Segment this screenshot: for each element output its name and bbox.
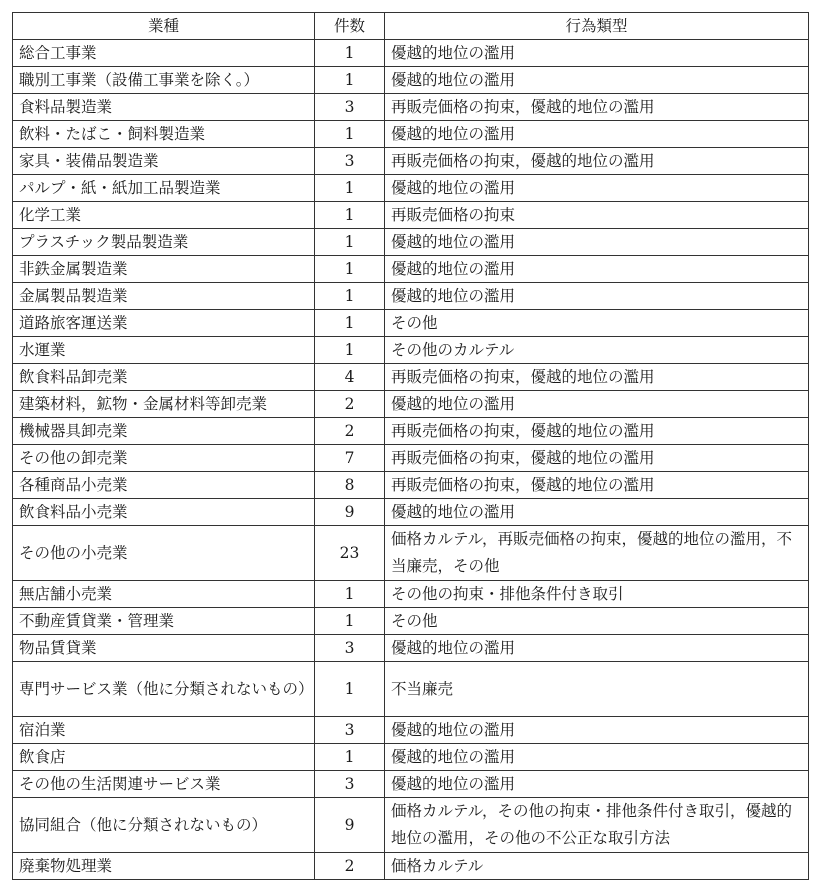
cell-violation-type: 優越的地位の濫用 — [385, 175, 809, 202]
cell-count: 1 — [315, 67, 385, 94]
table-row — [13, 499, 809, 526]
cell-violation-type: 優越的地位の濫用 — [385, 40, 809, 67]
cell-industry: その他の小売業 — [13, 526, 315, 581]
table-row — [13, 40, 809, 67]
cell-count: 4 — [315, 364, 385, 391]
table-row — [13, 175, 809, 202]
cell-violation-type: 再販売価格の拘束，優越的地位の濫用 — [385, 472, 809, 499]
cell-industry: 化学工業 — [13, 202, 315, 229]
cell-violation-type: 優越的地位の濫用 — [385, 771, 809, 798]
cell-violation-type: 価格カルテル — [385, 853, 809, 880]
cell-count: 2 — [315, 853, 385, 880]
cell-industry: 飲食料品卸売業 — [13, 364, 315, 391]
cell-industry: 建築材料，鉱物・金属材料等卸売業 — [13, 391, 315, 418]
cell-violation-type: 価格カルテル，再販売価格の拘束，優越的地位の濫用，不当廉売，その他 — [385, 526, 809, 581]
cell-industry: 協同組合（他に分類されないもの） — [13, 798, 315, 853]
cell-count: 3 — [315, 94, 385, 121]
header-industry: 業種 — [13, 13, 315, 40]
table-row — [13, 445, 809, 472]
cell-count: 1 — [315, 256, 385, 283]
cell-industry: 道路旅客運送業 — [13, 310, 315, 337]
cell-violation-type: 不当廉売 — [385, 662, 809, 717]
cell-count: 2 — [315, 418, 385, 445]
header-violation-type: 行為類型 — [385, 13, 809, 40]
cell-industry: 飲食料品小売業 — [13, 499, 315, 526]
cell-count: 9 — [315, 798, 385, 853]
cell-industry: 飲料・たばこ・飼料製造業 — [13, 121, 315, 148]
cell-industry: 職別工事業（設備工事業を除く。） — [13, 67, 315, 94]
cell-violation-type: 優越的地位の濫用 — [385, 499, 809, 526]
table-row — [13, 798, 809, 853]
table-row — [13, 148, 809, 175]
cell-violation-type: 再販売価格の拘束，優越的地位の濫用 — [385, 148, 809, 175]
table-row — [13, 391, 809, 418]
cell-industry: 不動産賃貸業・管理業 — [13, 608, 315, 635]
cell-count: 1 — [315, 581, 385, 608]
cell-count: 3 — [315, 635, 385, 662]
cell-industry: 無店舗小売業 — [13, 581, 315, 608]
table-row — [13, 310, 809, 337]
cell-violation-type: 再販売価格の拘束，優越的地位の濫用 — [385, 364, 809, 391]
cell-violation-type: 優越的地位の濫用 — [385, 256, 809, 283]
table-row — [13, 364, 809, 391]
cell-violation-type: 優越的地位の濫用 — [385, 744, 809, 771]
table-row — [13, 662, 809, 717]
cell-violation-type: 優越的地位の濫用 — [385, 717, 809, 744]
cell-industry: 食料品製造業 — [13, 94, 315, 121]
cell-industry: その他の生活関連サービス業 — [13, 771, 315, 798]
cell-violation-type: 優越的地位の濫用 — [385, 121, 809, 148]
cell-violation-type: 優越的地位の濫用 — [385, 67, 809, 94]
table-row — [13, 771, 809, 798]
cell-industry: 専門サービス業（他に分類されないもの） — [13, 662, 315, 717]
table-row — [13, 67, 809, 94]
table-row — [13, 526, 809, 581]
cell-count: 1 — [315, 40, 385, 67]
cell-count: 1 — [315, 175, 385, 202]
cell-violation-type: 優越的地位の濫用 — [385, 229, 809, 256]
cell-count: 1 — [315, 202, 385, 229]
cell-violation-type: 再販売価格の拘束，優越的地位の濫用 — [385, 418, 809, 445]
cell-count: 1 — [315, 229, 385, 256]
cell-count: 1 — [315, 337, 385, 364]
cell-violation-type: その他 — [385, 608, 809, 635]
cell-count: 1 — [315, 744, 385, 771]
cell-count: 1 — [315, 310, 385, 337]
table-row — [13, 853, 809, 880]
cell-industry: 各種商品小売業 — [13, 472, 315, 499]
cell-industry: 宿泊業 — [13, 717, 315, 744]
cell-count: 2 — [315, 391, 385, 418]
cell-industry: 廃棄物処理業 — [13, 853, 315, 880]
cell-count: 1 — [315, 608, 385, 635]
table-row — [13, 418, 809, 445]
cell-count: 3 — [315, 148, 385, 175]
cell-count: 8 — [315, 472, 385, 499]
cell-violation-type: 再販売価格の拘束，優越的地位の濫用 — [385, 445, 809, 472]
cell-violation-type: 再販売価格の拘束 — [385, 202, 809, 229]
cell-violation-type: その他のカルテル — [385, 337, 809, 364]
cell-violation-type: 優越的地位の濫用 — [385, 283, 809, 310]
header-row — [13, 13, 809, 40]
table-row — [13, 229, 809, 256]
table-row — [13, 472, 809, 499]
cell-industry: 金属製品製造業 — [13, 283, 315, 310]
cell-industry: 家具・装備品製造業 — [13, 148, 315, 175]
table-row — [13, 717, 809, 744]
cell-industry: プラスチック製品製造業 — [13, 229, 315, 256]
table-row — [13, 608, 809, 635]
cell-count: 7 — [315, 445, 385, 472]
table-row — [13, 337, 809, 364]
cell-violation-type: 再販売価格の拘束，優越的地位の濫用 — [385, 94, 809, 121]
cell-violation-type: 優越的地位の濫用 — [385, 391, 809, 418]
table-row — [13, 635, 809, 662]
cell-industry: 物品賃貸業 — [13, 635, 315, 662]
cell-count: 1 — [315, 283, 385, 310]
cell-industry: パルプ・紙・紙加工品製造業 — [13, 175, 315, 202]
table-row — [13, 202, 809, 229]
table-row — [13, 744, 809, 771]
cell-industry: 非鉄金属製造業 — [13, 256, 315, 283]
cell-violation-type: その他 — [385, 310, 809, 337]
header-count: 件数 — [315, 13, 385, 40]
cell-industry: 飲食店 — [13, 744, 315, 771]
cell-count: 1 — [315, 662, 385, 717]
table-row — [13, 283, 809, 310]
cell-violation-type: 価格カルテル，その他の拘束・排他条件付き取引，優越的地位の濫用，その他の不公正な取引方法 — [385, 798, 809, 853]
cell-count: 3 — [315, 771, 385, 798]
table-row — [13, 256, 809, 283]
cell-industry: 水運業 — [13, 337, 315, 364]
cell-industry: 機械器具卸売業 — [13, 418, 315, 445]
cell-count: 3 — [315, 717, 385, 744]
table-row — [13, 94, 809, 121]
cell-violation-type: 優越的地位の濫用 — [385, 635, 809, 662]
cell-count: 1 — [315, 121, 385, 148]
table-row — [13, 581, 809, 608]
industry-violation-table — [12, 12, 809, 880]
table-row — [13, 121, 809, 148]
cell-count: 23 — [315, 526, 385, 581]
cell-industry: その他の卸売業 — [13, 445, 315, 472]
cell-industry: 総合工事業 — [13, 40, 315, 67]
cell-count: 9 — [315, 499, 385, 526]
cell-violation-type: その他の拘束・排他条件付き取引 — [385, 581, 809, 608]
